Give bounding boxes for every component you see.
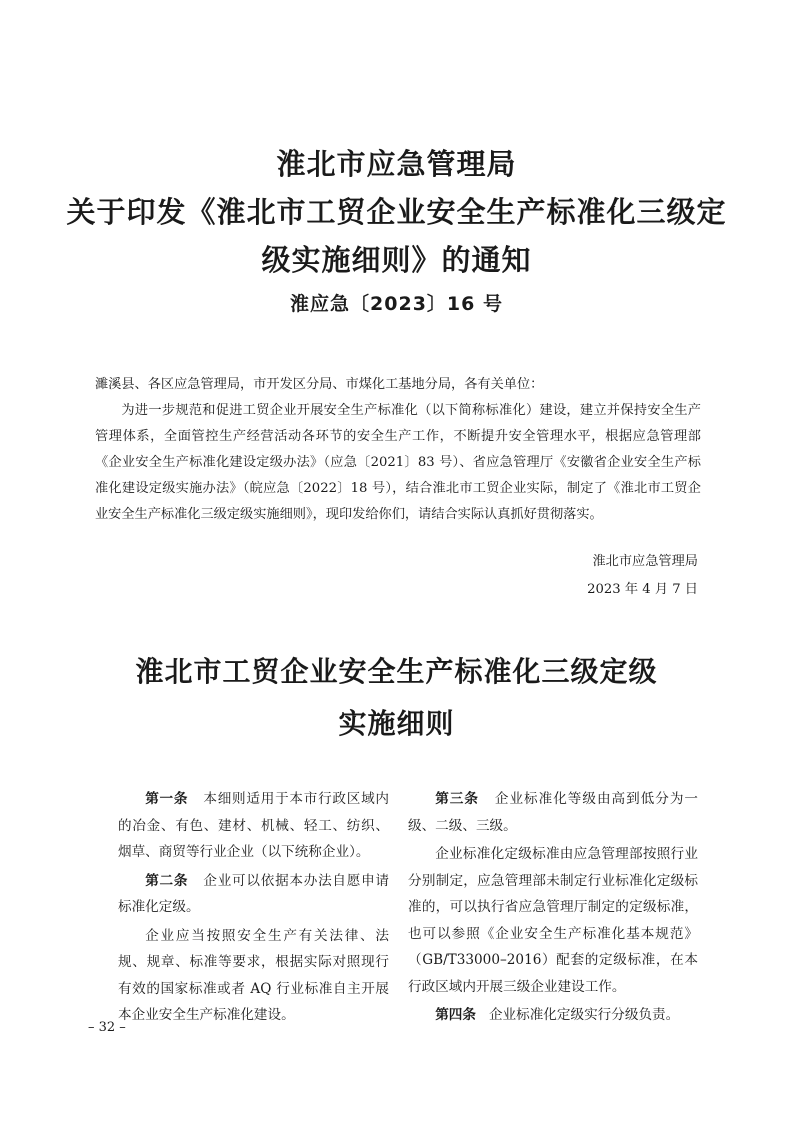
rules-title-line-1: 淮北市工贸企业安全生产标准化三级定级 (135, 655, 658, 688)
article-text: 企业应当按照安全生产有关法律、法规、规章、标准等要求，根据实际对照现行有效的国家标准或者 AQ 行业标准自主开展本企业安全生产标准化建设。 (118, 927, 389, 1023)
article-text: 企业标准化定级标准由应急管理部按照行业分别制定，应急管理部未制定行业标准化定级标准的，可以执行省应急管理厅制定的定级标准，也可以参照《企业安全生产标准化基本规范》（GB/T33000–2016）配套的定级标准，在本行政区域内开展三级企业建设工作。 (408, 846, 698, 995)
issue-date: 2023 年 4 月 7 日 (587, 582, 698, 597)
page-number: – 32 – (88, 1020, 126, 1035)
rules-title (60, 646, 733, 750)
article-paragraph (408, 841, 698, 1000)
rules-right-column (408, 786, 698, 1031)
article-text: 本细则适用于本市行政区域内的冶金、有色、建材、机械、轻工、纺织、烟草、商贸等行业企业（以下统称企业）。 (118, 791, 390, 860)
article-paragraph (118, 786, 389, 866)
article-label: 第三条 (435, 791, 479, 807)
article-paragraph (118, 923, 389, 1029)
notice-signature (587, 548, 698, 604)
article-paragraph (118, 868, 389, 921)
notice-title-line-1: 淮北市应急管理局 (276, 147, 517, 181)
notice-title (60, 140, 733, 284)
article-paragraph (408, 1002, 698, 1029)
notice-paragraph: 为进一步规范和促进工贸企业开展安全生产标准化（以下简称标准化）建设，建立并保持安全生产管理体系，全面管控生产经营活动各环节的安全生产工作，不断提升安全管理水平，根据应急管理部《企业安全生产标准化建设定级办法》（应急〔2021〕83 号）、省应急管理厅《安徽省企业安全生产标准化建设定级实施办法》（皖应急〔2022〕18 号），结合淮北市工贸企业实际，制定了《淮北市工贸企业安全生产标准化三级定级实施细则》，现印发给你们，请结合实际认真抓好贯彻落实。 (95, 403, 701, 522)
article-paragraph (408, 786, 698, 839)
notice-body (95, 372, 701, 528)
article-label: 第一条 (145, 791, 189, 807)
rules-left-column (118, 786, 389, 1031)
notice-title-line-2: 关于印发《淮北市工贸企业安全生产标准化三级定 (66, 195, 727, 229)
signer-name: 淮北市应急管理局 (592, 554, 698, 569)
article-text: 企业可以依据本办法自愿申请标准化定级。 (118, 872, 390, 915)
article-label: 第四条 (435, 1007, 476, 1023)
document-number: 淮应急〔2023〕16 号 (290, 293, 503, 315)
notice-recipients: 濉溪县、各区应急管理局，市开发区分局、市煤化工基地分局，各有关单位： (95, 377, 544, 392)
rules-title-line-2: 实施细则 (338, 707, 455, 740)
notice-title-line-3: 级实施细则》的通知 (261, 243, 532, 277)
article-text: 企业标准化等级由高到低分为一级、二级、三级。 (408, 791, 699, 834)
article-text: 企业标准化定级实行分级负责。 (488, 1007, 680, 1023)
article-label: 第二条 (145, 872, 189, 889)
